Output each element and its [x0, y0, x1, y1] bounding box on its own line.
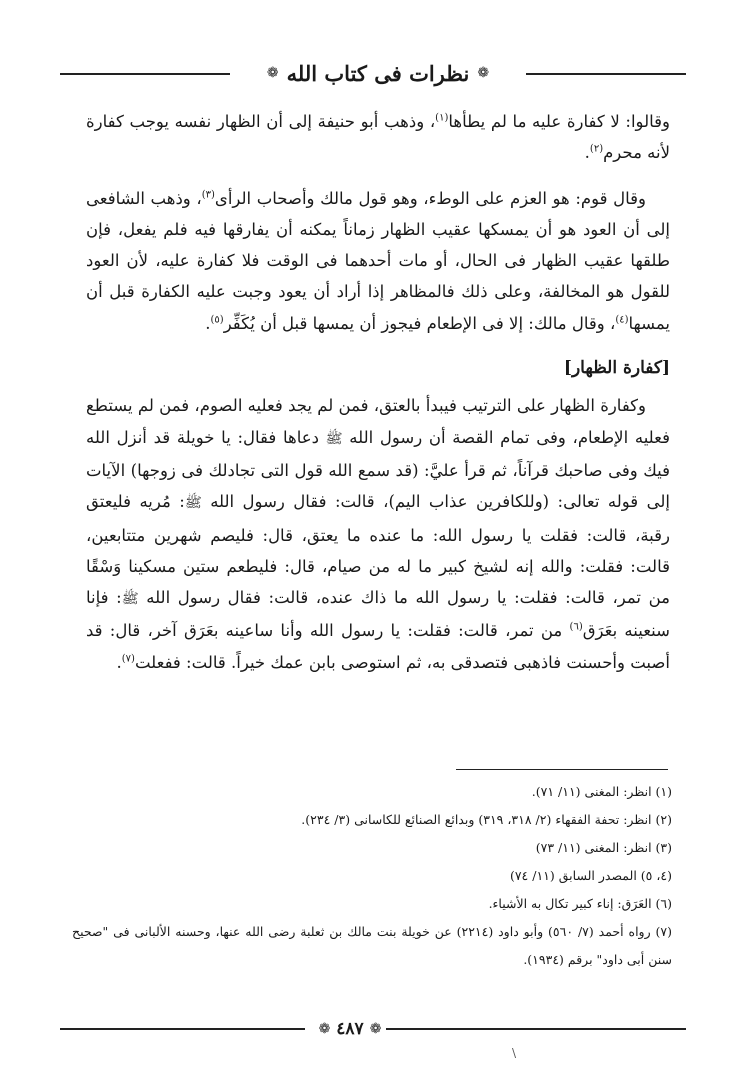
footnote-ref-3: (٣)	[201, 189, 215, 201]
footnote-ref-7: (٧)	[121, 653, 135, 665]
salawat-glyph-1: ﷺ	[325, 430, 343, 447]
footnote-4-5: (٤، ٥) المصدر السابق (١١/ ٧٤)	[509, 868, 672, 883]
header-title-group	[238, 58, 518, 88]
paragraph-1: وقالوا: لا كفارة عليه ما لم يطأها$^{(١)}$، وذهب أبو حنيفة إلى أن الظهار نفسه يوجب كفارة لأنه محرم$^{(٢)}$.	[86, 112, 670, 163]
section-heading: [كفارة الظهار]	[563, 358, 670, 379]
footnote-1: (١) انظر: المغنى (١١/ ٧١).	[531, 784, 672, 799]
footnote-ref-2: (٢)	[589, 143, 604, 155]
page-footer	[60, 1016, 686, 1042]
footnote-7: (٧) رواه أحمد (٧/ ٥٦٠) وأبو داود (٢٢١٤) عن خويلة بنت مالك بن ثعلبة رضى الله عنها، وحسنه الألبانى فى "صحيح سنن أبى داود" برقم (١٩٣٤).	[72, 924, 672, 967]
footnote-separator	[456, 769, 668, 770]
header-rule-left	[60, 73, 230, 75]
footer-ornament-right-icon: ❁	[369, 1021, 382, 1037]
footnote-3: (٣) انظر: المغنى (١١/ ٧٣)	[535, 840, 672, 855]
footer-rule-right	[386, 1028, 686, 1030]
footnote-ref-4: (٤)	[615, 314, 629, 326]
main-text	[86, 106, 670, 678]
footer-rule-left	[60, 1028, 305, 1030]
footnote-ref-1: (١)	[435, 112, 449, 124]
footer-ornament-left-icon: ❁	[318, 1021, 331, 1037]
salawat-glyph-2: ﷺ	[184, 495, 202, 512]
header-rule-right	[526, 73, 686, 75]
footnote-2: (٢) انظر: تحفة الفقهاء (٢/ ٣١٨، ٣١٩) وبدائع الصنائع للكاسانى (٣/ ٢٣٤).	[301, 812, 672, 827]
header-title: نظرات فى كتاب الله	[286, 60, 470, 86]
paragraph-3: وكفارة الظهار على الترتيب فيبدأ بالعتق، فمن لم يجد فعليه الصوم، فمن لم يستطع فعليه الإطعام، وفى تمام القصة أن رسول الله ﷺ دعاها فقال: يا خويلة قد أنزل الله فيك وفى صاحبك قرآناً، ثم قرأ عليَّ: (قد سمع الله قول التى تجادلك فى زوجها) الآيات إلى قوله تعالى: (وللكافرين عذاب اليم)، قالت: فقال رسول الله ﷺ: مُريه فليعتق رقبة، قالت: فقلت يا رسول الله: ما عنده ما يعتق، قال: فليصم شهرين متتابعين، قالت: فقلت: والله إنه لشيخ كبير ما له من صيام، قال: فليطعم ستين مسكينا وَسْقًا من تمر، قالت: فقلت: يا رسول الله ما ذاك عنده، قالت: فقال رسول الله ﷺ: فإنا سنعينه بعَرَق$^{(٦)}$ من تمر، قالت: فقلت: يا رسول الله وأنا ساعينه بعَرَق آخر، قال: قد أصبت وأحسنت فاذهبى فتصدقى به، ثم استوصى بابن عمك خيراً. قالت: ففعلت$^{(٧)}$.	[86, 396, 671, 672]
page-number: ٤٨٧	[336, 1019, 364, 1039]
page-number-group	[310, 1016, 390, 1042]
footnote-ref-5: (٥)	[210, 314, 224, 326]
footnote-ref-6: (٦)	[569, 621, 583, 633]
paragraph-2: وقال قوم: هو العزم على الوطء، وهو قول مالك وأصحاب الرأى$^{(٣)}$، وذهب الشافعى إلى أن العود هو أن يمسكها عقيب الظهار زماناً يمكنه أن يفارقها فيه فلم يفعل، فإن طلقها عقيب الظهار فى الحال، أو مات أحدهما فى الوقت فلا كفارة عليه، لأن العود للقول هو المخالفة، وعلى ذلك فالمظاهر إذا أراد أن يعود وجبت عليه الكفارة قبل أن يمسها$^{(٤)}$، وقال مالك: إلا فى الإطعام فيجوز أن يمسها قبل أن يُكَفِّر$^{(٥)}$.	[86, 188, 670, 333]
header-ornament-left-icon: ❁	[266, 65, 279, 81]
footnotes	[72, 778, 672, 974]
salawat-glyph-3: ﷺ	[121, 591, 139, 608]
stray-mark: \	[512, 1046, 517, 1060]
footnote-6: (٦) العَرَق: إناء كبير تكال به الأشياء.	[488, 896, 672, 911]
running-header	[60, 58, 686, 88]
header-ornament-right-icon: ❁	[477, 65, 490, 81]
